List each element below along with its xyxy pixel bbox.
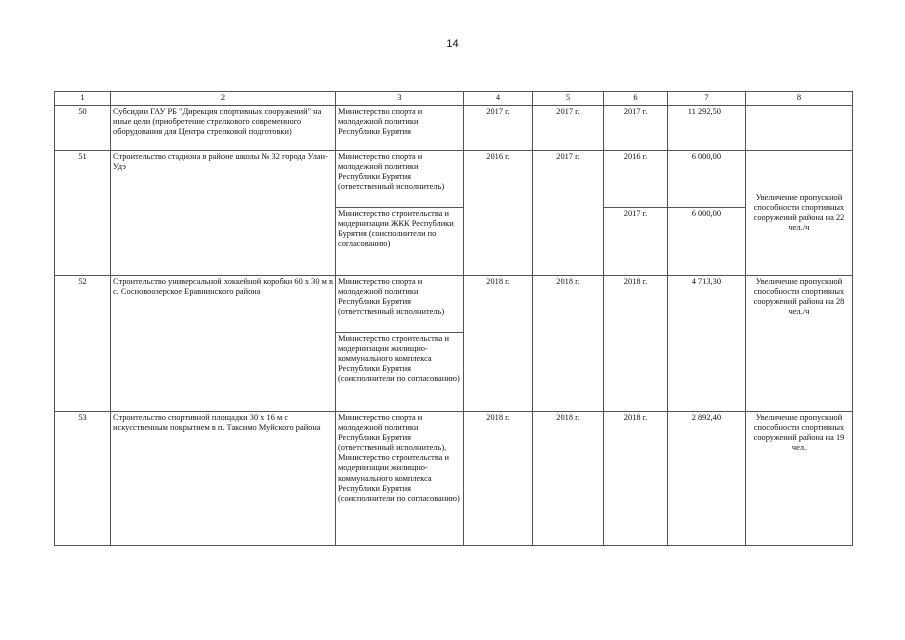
activity-name: Строительство стадиона в районе школы № 32 города Улан-Удэ	[111, 151, 336, 276]
row-number: 50	[55, 106, 111, 151]
funding-year: 2018 г.	[604, 412, 668, 546]
end-year: 2018 г.	[533, 276, 604, 412]
end-year: 2017 г.	[533, 106, 604, 151]
end-year: 2018 г.	[533, 412, 604, 546]
expected-result: Увеличение пропускной способности спортивных сооружений района на 22 чел./ч	[746, 151, 853, 276]
funding-amount: 2 892,40	[668, 412, 746, 546]
funding-year: 2018 г.	[604, 276, 668, 412]
header-cell: 4	[464, 92, 533, 106]
funding-amount: 11 292,50	[668, 106, 746, 151]
header-cell: 3	[336, 92, 464, 106]
table-row	[55, 276, 853, 333]
start-year: 2018 г.	[464, 412, 533, 546]
header-row	[55, 92, 853, 106]
table-row	[55, 412, 853, 546]
row-number: 52	[55, 276, 111, 412]
expected-result: Увеличение пропускной способности спортивных сооружений района на 28 чел./ч	[746, 276, 853, 412]
executor: Министерство спорта и молодежной политики Республики Бурятия (ответственный исполнитель), Министерство строительства и модернизации жилищно-коммунального комплекса Республики Бурятия (соисполнители по согласованию)	[336, 412, 464, 546]
header-cell: 1	[55, 92, 111, 106]
funding-year: 2017 г.	[604, 208, 668, 276]
table-row	[55, 106, 853, 151]
table-row	[55, 151, 853, 208]
expected-result: Увеличение пропускной способности спортивных сооружений района на 19 чел.	[746, 412, 853, 546]
row-number: 53	[55, 412, 111, 546]
executor: Министерство строительства и модернизации ЖКК Республики Бурятия (соисполнители по согласованию)	[336, 208, 464, 276]
start-year: 2017 г.	[464, 106, 533, 151]
page-number: 14	[446, 38, 459, 50]
executor: Министерство спорта и молодежной политики Республики Бурятия (ответственный исполнитель)	[336, 276, 464, 333]
header-cell: 5	[533, 92, 604, 106]
executor: Министерство спорта и молодежной политики Республики Бурятия	[336, 106, 464, 151]
activity-name: Строительство спортивной площадки 30 х 16 м с искусственным покрытием в п. Таксимо Муйского района	[111, 412, 336, 546]
header-cell: 8	[746, 92, 853, 106]
start-year: 2018 г.	[464, 276, 533, 412]
funding-amount: 6 000,00	[668, 151, 746, 208]
activity-name: Строительство универсальной хоккейной коробки 60 х 30 м в с. Сосновоозерское Еравнинского района	[111, 276, 336, 412]
funding-amount: 4 713,30	[668, 276, 746, 412]
expected-result	[746, 106, 853, 151]
header-cell: 6	[604, 92, 668, 106]
executor: Министерство строительства и модернизации жилищно-коммунального комплекса Республики Бурятия (соисполнители по согласованию)	[336, 333, 464, 412]
header-cell: 2	[111, 92, 336, 106]
executor: Министерство спорта и молодежной политики Республики Бурятия (ответственный исполнитель)	[336, 151, 464, 208]
activity-name: Субсидии ГАУ РБ "Дирекция спортивных сооружений" на иные цели (приобретение стрелкового современного оборудования для Центра стрелковой подготовки)	[111, 106, 336, 151]
header-cell: 7	[668, 92, 746, 106]
end-year: 2017 г.	[533, 151, 604, 276]
funding-year: 2017 г.	[604, 106, 668, 151]
program-activities-table	[54, 91, 853, 546]
funding-amount: 6 000,00	[668, 208, 746, 276]
start-year: 2016 г.	[464, 151, 533, 276]
funding-year: 2016 г.	[604, 151, 668, 208]
row-number: 51	[55, 151, 111, 276]
